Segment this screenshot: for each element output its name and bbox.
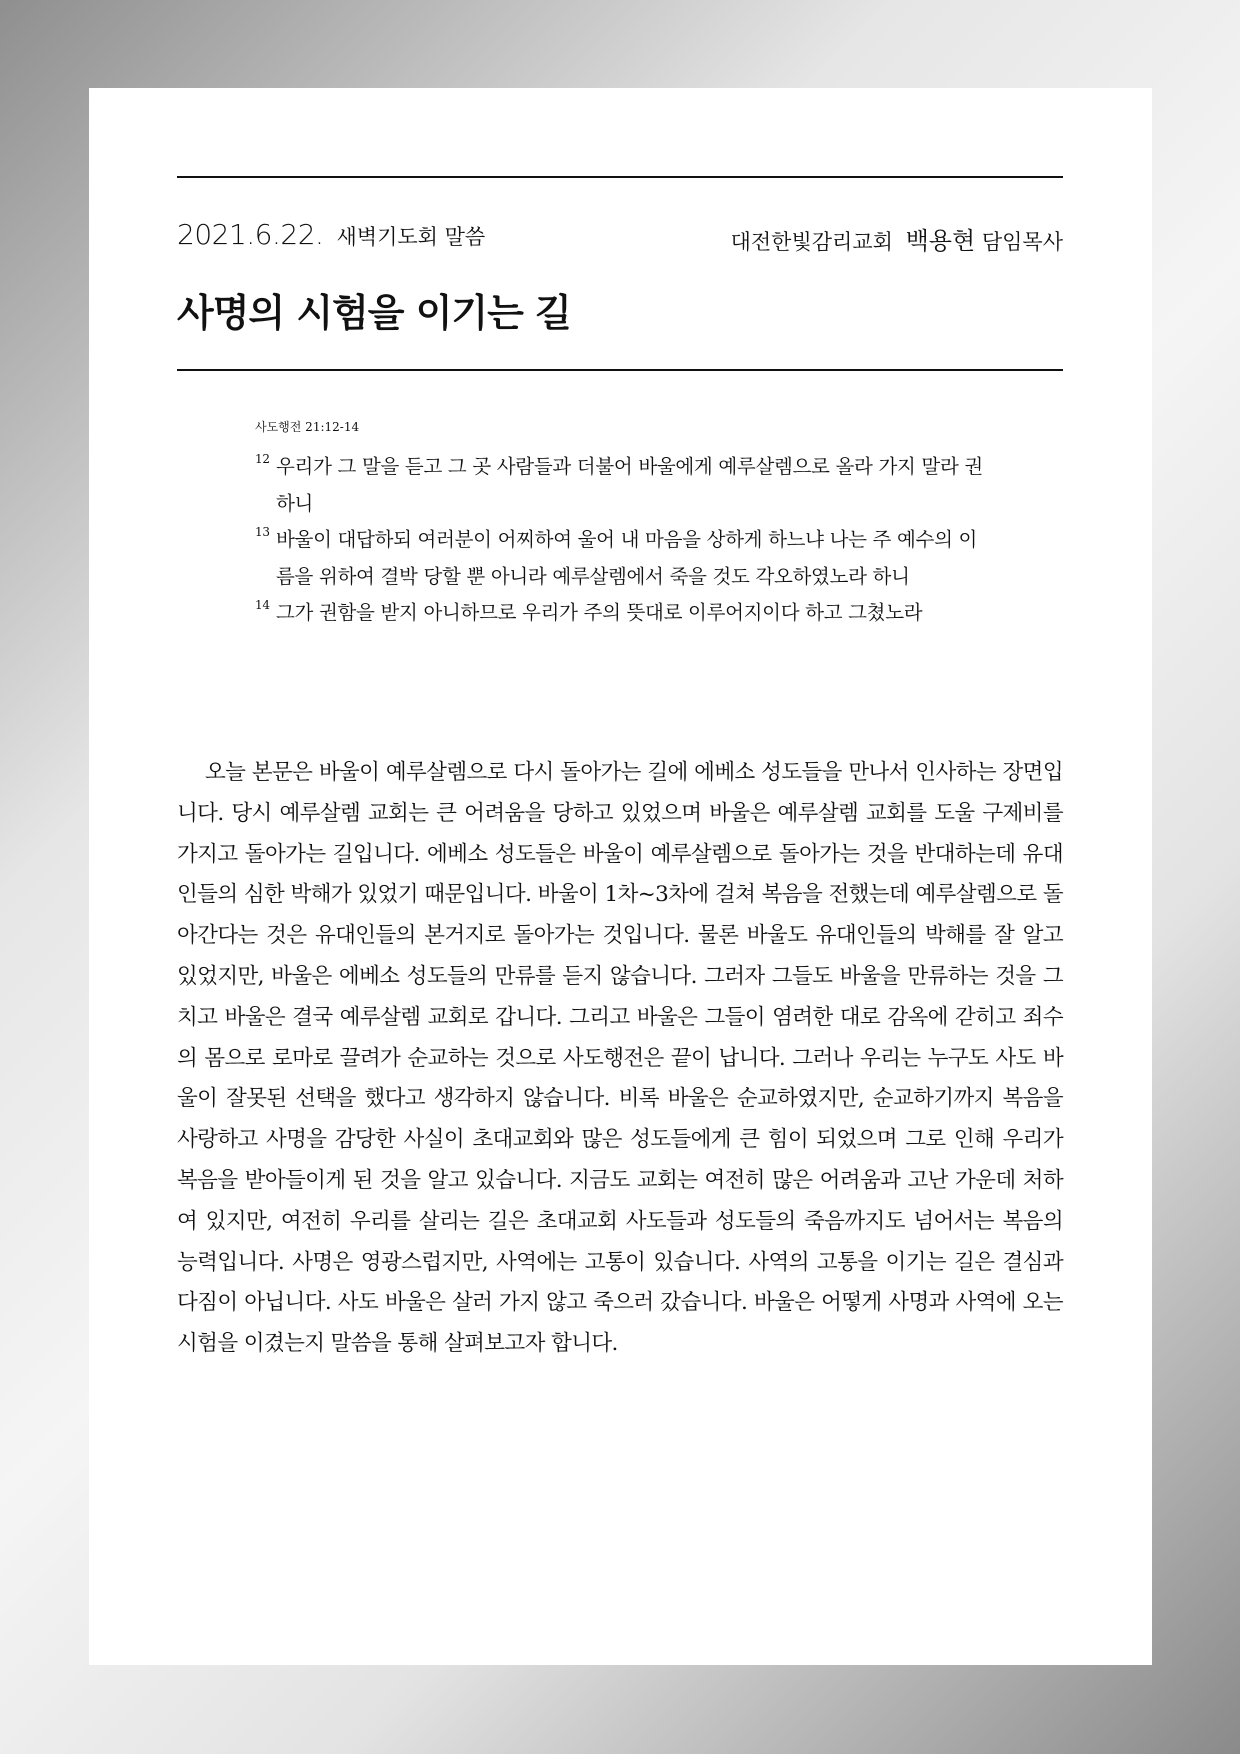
verse-number: 12 [255, 452, 270, 466]
verse-number: 13 [255, 525, 270, 539]
service-name: 새벽기도회 말씀 [336, 225, 486, 249]
pastor-title: 담임목사 [981, 230, 1063, 254]
sermon-body: 오늘 본문은 바울이 예루살렘으로 다시 돌아가는 길에 에베소 성도들을 만나서 인사하는 장면입니다. 당시 예루살렘 교회는 큰 어려움을 당하고 있었으며 바울은 예루살렘 교회를 도울 구제비를 가지고 돌아가는 길입니다. 에베소 성도들은 바울이 예루살렘으로 돌아가는 것을 반대하는데 유대인들의 심한 박해가 있었기 때문입니다. 바울이 1차~3차에 걸쳐 복음을 전했는데 예루살렘으로 돌아간다는 것은 유대인들의 본거지로 돌아가는 것입니다. 물론 바울도 유대인들의 박해를 잘 알고 있었지만, 바울은 에베소 성도들의 만류를 듣지 않습니다. 그러자 그들도 바울을 만류하는 것을 그치고 바울은 결국 예루살렘 교회로 갑니다. 그리고 바울은 그들이 염려한 대로 감옥에 갇히고 죄수의 몸으로 로마로 끌려가 순교하는 것으로 사도행전은 끝이 납니다. 그러나 우리는 누구도 사도 바울이 잘못된 선택을 했다고 생각하지 않습니다. 비록 바울은 순교하였지만, 순교하기까지 복음을 사랑하고 사명을 감당한 사실이 초대교회와 많은 성도들에게 큰 힘이 되었으며 그로 인해 우리가 복음을 받아들이게 된 것을 알고 있습니다. 지금도 교회는 여전히 많은 어려움과 고난 가운데 처하여 있지만, 여전히 우리를 살리는 길은 초대교회 사도들과 성도들의 죽음까지도 넘어서는 복음의 능력입니다. 사명은 영광스럽지만, 사역에는 고통이 있습니다. 사역의 고통을 이기는 길은 결심과 다짐이 아닙니다. 사도 바울은 살러 가지 않고 죽으러 갔습니다. 바울은 어떻게 사명과 사역에 오는 시험을 이겼는지 말씀을 통해 살펴보고자 합니다. [177, 760, 1063, 1357]
top-rule [177, 176, 1063, 178]
verse-text: 우리가 그 말을 듣고 그 곳 사람들과 더불어 바울에게 예루살렘으로 올라 가지 말라 권하니 [276, 455, 983, 515]
sermon-meta [177, 218, 485, 251]
verse [255, 522, 985, 595]
document-page [89, 88, 1152, 1665]
scripture-block [255, 418, 985, 632]
sermon-date: 2021.6.22. [177, 218, 324, 251]
verse-text: 바울이 대답하되 여러분이 어찌하여 울어 내 마음을 상하게 하느냐 나는 주 예수의 이름을 위하여 결박 당할 뿐 아니라 예루살렘에서 죽을 것도 각오하였노라 하니 [276, 528, 978, 588]
bottom-rule [177, 369, 1063, 371]
verse [255, 595, 985, 632]
verse [255, 449, 985, 522]
pastor-name: 백용현 [905, 227, 976, 255]
scripture-reference: 사도행전 21:12-14 [255, 420, 360, 434]
preacher-info [731, 221, 1063, 256]
verse-text: 그가 권함을 받지 아니하므로 우리가 주의 뜻대로 이루어지이다 하고 그쳤노라 [276, 601, 923, 624]
sermon-title: 사명의 시험을 이기는 길 [177, 291, 571, 335]
verse-number: 14 [255, 598, 270, 612]
church-name: 대전한빛감리교회 [730, 230, 893, 254]
